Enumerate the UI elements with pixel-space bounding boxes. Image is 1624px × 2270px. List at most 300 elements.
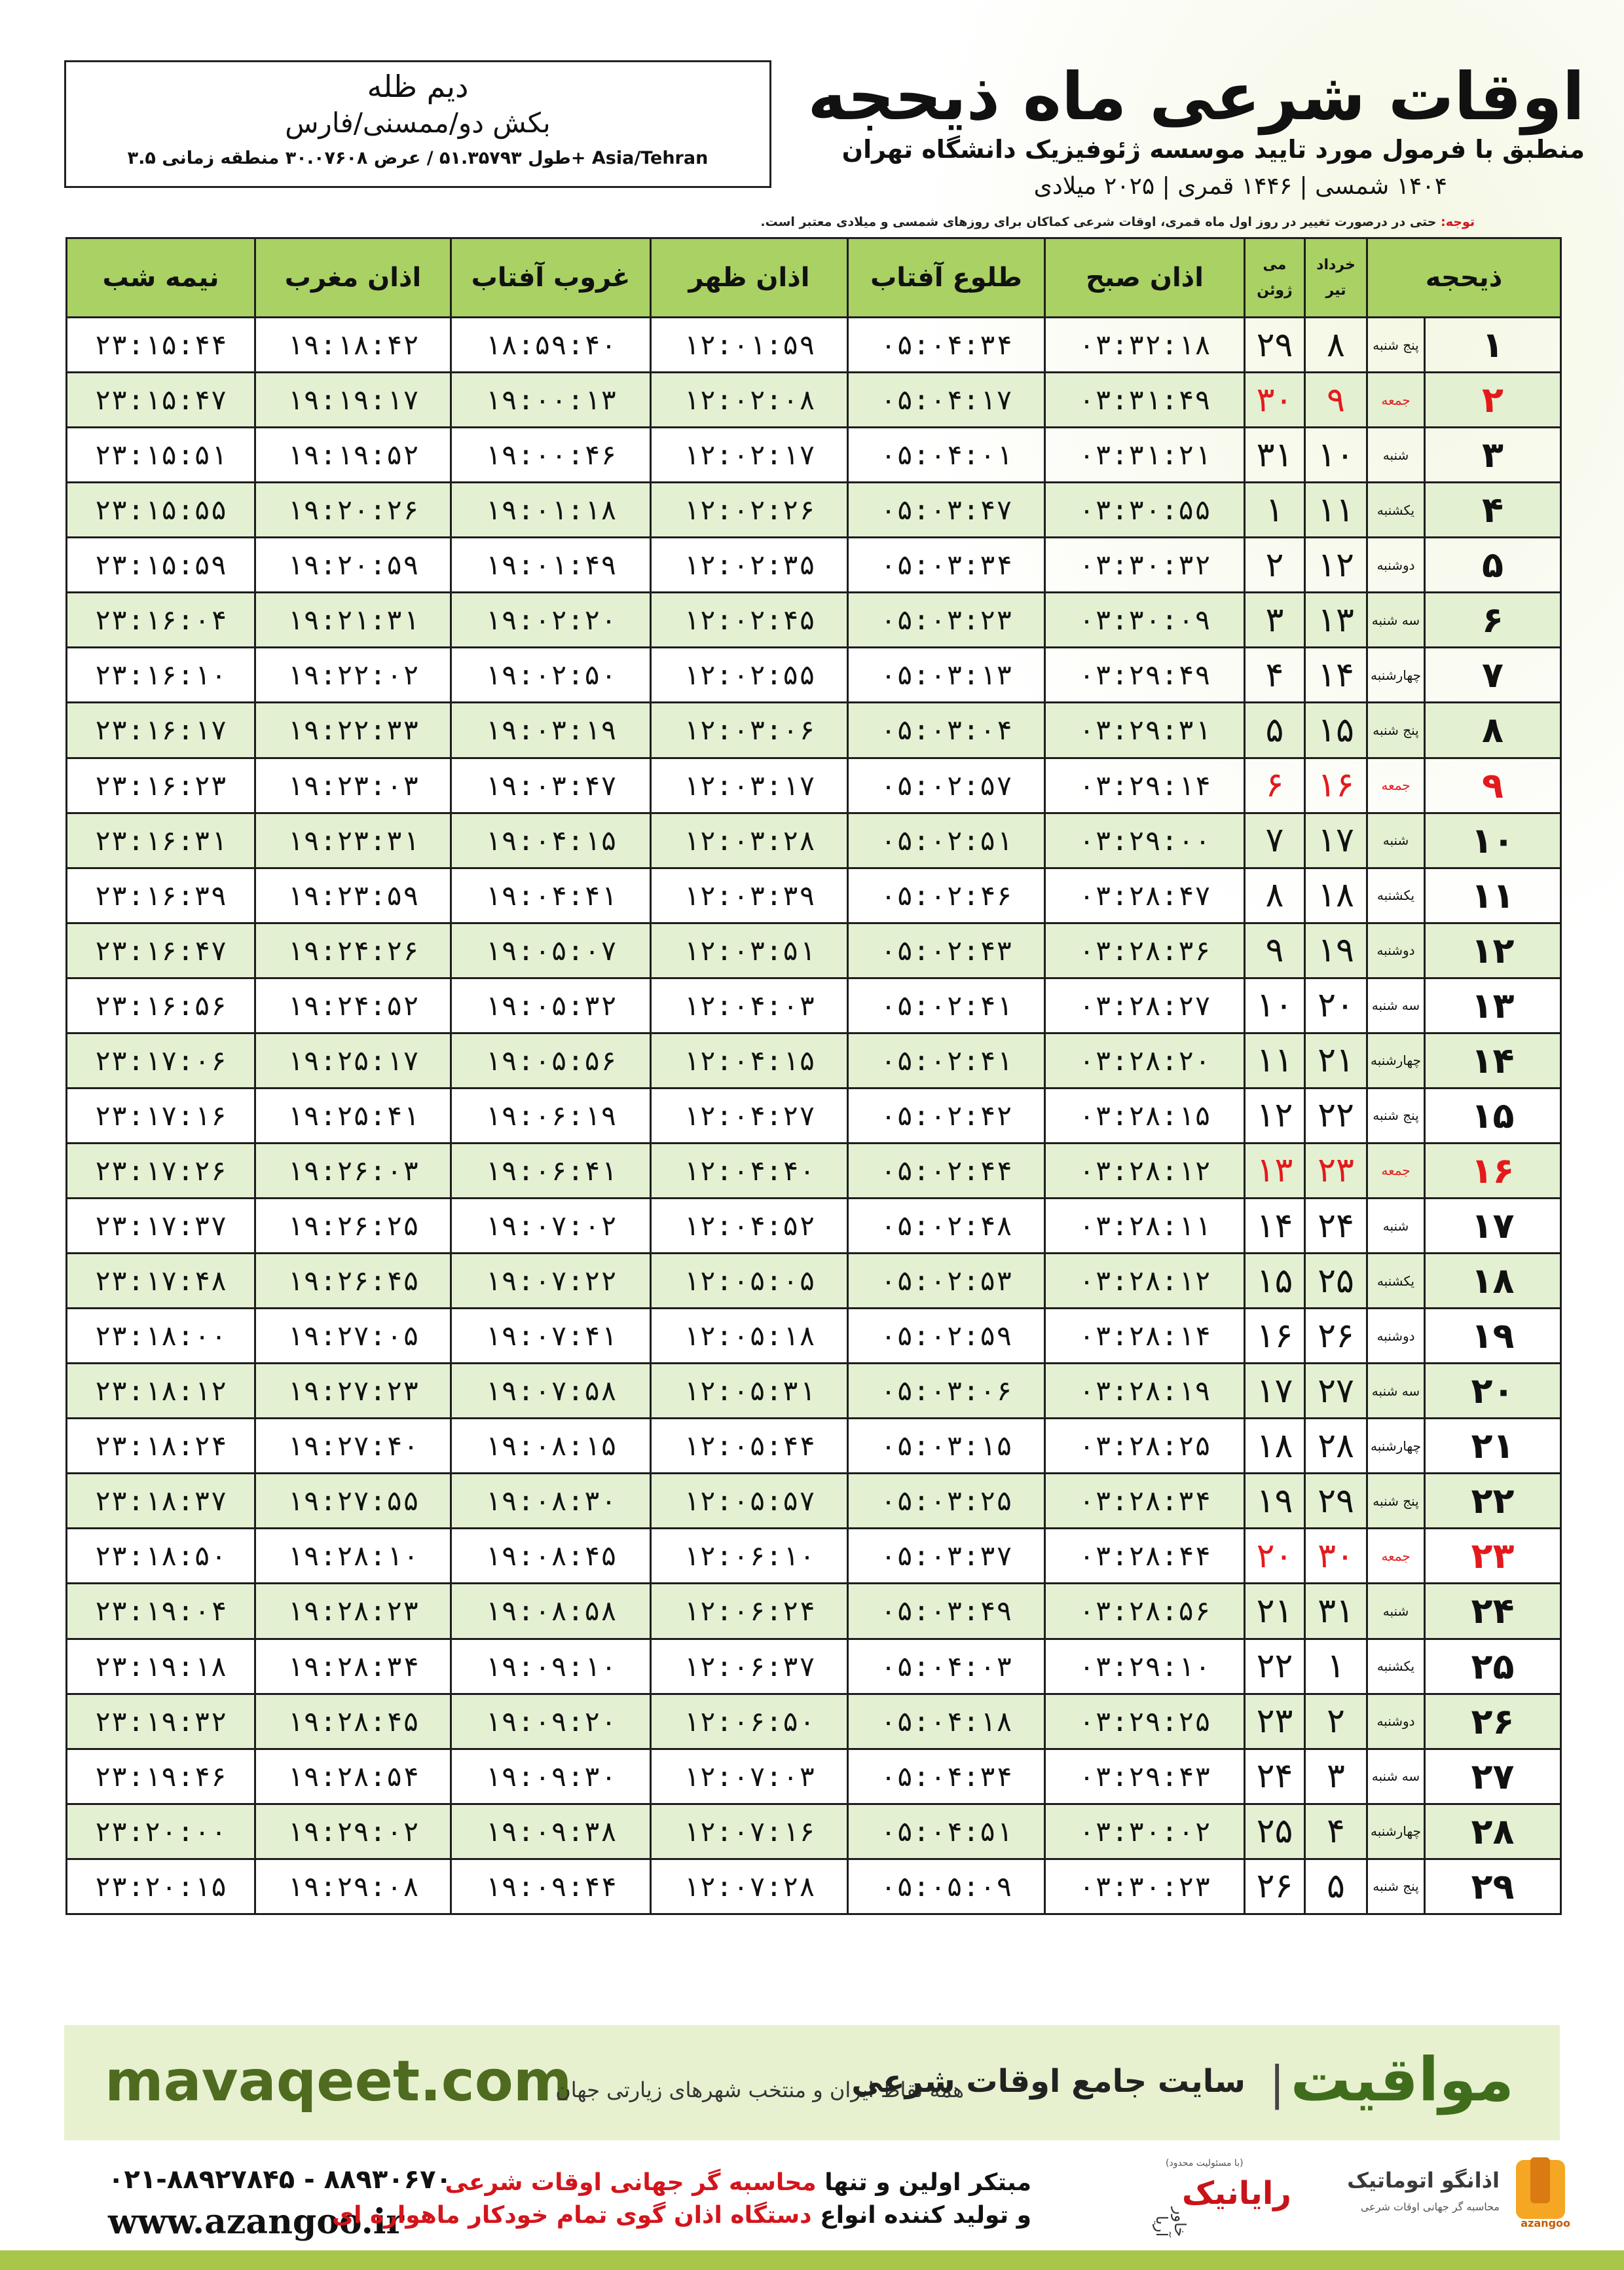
header: [786, 58, 1585, 200]
table-row: [67, 868, 1561, 923]
table-row: [67, 1143, 1561, 1198]
cell-weekday: یکشنبه: [1367, 868, 1425, 923]
cell-maghrib: ۱۹:۲۰:۲۶: [255, 483, 451, 538]
cell-sunrise: ۰۵:۰۳:۱۵: [848, 1419, 1045, 1474]
cell-weekday: سه شنبه: [1367, 593, 1425, 648]
cell-sunset: ۱۹:۰۳:۱۹: [451, 703, 651, 758]
cell-weekday: شنبه: [1367, 813, 1425, 868]
cell-day: ۹: [1425, 758, 1561, 813]
cell-fajr: ۰۳:۲۸:۲۷: [1045, 978, 1245, 1033]
cell-sunset: ۱۹:۰۱:۴۹: [451, 538, 651, 593]
cell-sunset: ۱۹:۰۹:۱۰: [451, 1639, 651, 1694]
cell-dhuhr: ۱۲:۰۵:۳۱: [651, 1364, 848, 1419]
cell-sunset: ۱۹:۰۰:۴۶: [451, 428, 651, 483]
company-info-line-1: [445, 2169, 1031, 2196]
cell-weekday: پنج شنبه: [1367, 1088, 1425, 1143]
cell-fajr: ۰۳:۲۸:۲۵: [1045, 1419, 1245, 1474]
cell-midnight: ۲۳:۱۸:۱۲: [67, 1364, 255, 1419]
cell-shamsi: ۲۵: [1305, 1254, 1367, 1309]
cell-weekday: یکشنبه: [1367, 1639, 1425, 1694]
cell-maghrib: ۱۹:۲۴:۵۲: [255, 978, 451, 1033]
table-row: [67, 758, 1561, 813]
cell-fajr: ۰۳:۲۹:۳۱: [1045, 703, 1245, 758]
note-label: توجه:: [1441, 215, 1475, 229]
minaret-icon: [1516, 2160, 1565, 2219]
cell-midnight: ۲۳:۱۸:۵۰: [67, 1529, 255, 1584]
cell-sunset: ۱۹:۰۳:۴۷: [451, 758, 651, 813]
cell-sunset: ۱۹:۰۵:۰۷: [451, 923, 651, 978]
cell-dhuhr: ۱۲:۰۶:۳۷: [651, 1639, 848, 1694]
company-info-line-2: [332, 2202, 1031, 2229]
cell-day: ۱۰: [1425, 813, 1561, 868]
cell-shamsi: ۵: [1305, 1859, 1367, 1914]
header-miladi: [1245, 238, 1305, 318]
cell-midnight: ۲۳:۱۷:۳۷: [67, 1199, 255, 1254]
cell-miladi: ۱۱: [1245, 1033, 1305, 1088]
table-row: [67, 978, 1561, 1033]
cell-midnight: ۲۳:۱۶:۲۳: [67, 758, 255, 813]
table-row: [67, 1088, 1561, 1143]
cell-sunset: ۱۹:۰۹:۳۰: [451, 1749, 651, 1804]
cell-weekday: پنج شنبه: [1367, 1859, 1425, 1914]
cell-maghrib: ۱۹:۲۶:۴۵: [255, 1254, 451, 1309]
cell-midnight: ۲۳:۲۰:۱۵: [67, 1859, 255, 1914]
cell-fajr: ۰۳:۳۰:۵۵: [1045, 483, 1245, 538]
table-row: [67, 373, 1561, 428]
cell-day: ۱۷: [1425, 1199, 1561, 1254]
cell-day: ۱۱: [1425, 868, 1561, 923]
cell-fajr: ۰۳:۳۰:۲۳: [1045, 1859, 1245, 1914]
cell-shamsi: ۸: [1305, 318, 1367, 373]
cell-midnight: ۲۳:۱۷:۰۶: [67, 1033, 255, 1088]
info1-text: مبتکر اولین و تنها: [816, 2169, 1031, 2196]
cell-sunrise: ۰۵:۰۴:۳۴: [848, 318, 1045, 373]
cell-miladi: ۳: [1245, 593, 1305, 648]
cell-midnight: ۲۳:۱۸:۰۰: [67, 1309, 255, 1364]
cell-sunset: ۱۹:۰۷:۲۲: [451, 1254, 651, 1309]
cell-sunrise: ۰۵:۰۲:۴۶: [848, 868, 1045, 923]
cell-shamsi: ۱۲: [1305, 538, 1367, 593]
table-row: [67, 1199, 1561, 1254]
cell-sunrise: ۰۵:۰۲:۵۹: [848, 1309, 1045, 1364]
cell-maghrib: ۱۹:۲۹:۰۲: [255, 1804, 451, 1859]
location-region: بکش دو/ممسنی/فارس: [285, 107, 551, 139]
cell-midnight: ۲۳:۱۹:۱۸: [67, 1639, 255, 1694]
cell-maghrib: ۱۹:۲۰:۵۹: [255, 538, 451, 593]
cell-sunset: ۱۹:۰۸:۴۵: [451, 1529, 651, 1584]
cell-maghrib: ۱۹:۲۸:۲۳: [255, 1584, 451, 1639]
rayanik-prefix: (با مسئولیت محدود): [1166, 2158, 1244, 2168]
cell-maghrib: ۱۹:۲۳:۳۱: [255, 813, 451, 868]
cell-shamsi: ۱۴: [1305, 648, 1367, 703]
cell-sunrise: ۰۵:۰۲:۴۸: [848, 1199, 1045, 1254]
header-midnight: نیمه شب: [67, 238, 255, 318]
cell-miladi: ۱۳: [1245, 1143, 1305, 1198]
cell-dhuhr: ۱۲:۰۴:۵۲: [651, 1199, 848, 1254]
cell-midnight: ۲۳:۱۵:۴۴: [67, 318, 255, 373]
cell-dhuhr: ۱۲:۰۳:۲۸: [651, 813, 848, 868]
table-row: [67, 1419, 1561, 1474]
cell-weekday: چهارشنبه: [1367, 1033, 1425, 1088]
cell-fajr: ۰۳:۲۸:۱۱: [1045, 1199, 1245, 1254]
cell-miladi: ۳۱: [1245, 428, 1305, 483]
header-miladi-bottom: ژوئن: [1257, 282, 1293, 299]
cell-day: ۲۵: [1425, 1639, 1561, 1694]
cell-sunrise: ۰۵:۰۳:۲۵: [848, 1474, 1045, 1529]
cell-day: ۲۰: [1425, 1364, 1561, 1419]
cell-maghrib: ۱۹:۲۱:۳۱: [255, 593, 451, 648]
cell-maghrib: ۱۹:۲۸:۴۵: [255, 1694, 451, 1749]
cell-miladi: ۲۹: [1245, 318, 1305, 373]
note: [47, 215, 1475, 229]
cell-sunrise: ۰۵:۰۲:۴۱: [848, 1033, 1045, 1088]
cell-fajr: ۰۳:۲۸:۴۷: [1045, 868, 1245, 923]
table-row: [67, 1639, 1561, 1694]
cell-maghrib: ۱۹:۲۵:۴۱: [255, 1088, 451, 1143]
cell-miladi: ۱۲: [1245, 1088, 1305, 1143]
header-shamsi-bottom: تیر: [1325, 282, 1346, 299]
cell-sunset: ۱۹:۰۲:۲۰: [451, 593, 651, 648]
cell-sunset: ۱۹:۰۶:۴۱: [451, 1143, 651, 1198]
table-row: [67, 1474, 1561, 1529]
prayer-times-table: [65, 237, 1562, 1915]
cell-weekday: سه شنبه: [1367, 1749, 1425, 1804]
cell-sunset: ۱۹:۰۸:۳۰: [451, 1474, 651, 1529]
table-header-row: [67, 238, 1561, 318]
table-row: [67, 1309, 1561, 1364]
cell-shamsi: ۲۴: [1305, 1199, 1367, 1254]
cell-shamsi: ۱: [1305, 1639, 1367, 1694]
cell-fajr: ۰۳:۳۰:۰۲: [1045, 1804, 1245, 1859]
cell-day: ۱: [1425, 318, 1561, 373]
cell-fajr: ۰۳:۲۸:۲۰: [1045, 1033, 1245, 1088]
cell-day: ۱۵: [1425, 1088, 1561, 1143]
cell-miladi: ۴: [1245, 648, 1305, 703]
azangoo-name: اذانگو اتوماتیک: [1347, 2168, 1500, 2193]
cell-day: ۲۱: [1425, 1419, 1561, 1474]
note-text: حتی در درصورت تغییر در روز اول ماه قمری، اوقات شرعی کماکان برای روزهای شمسی و میلادی معتبر است.: [760, 215, 1437, 229]
azangoo-sub: محاسبه گر جهانی اوقات شرعی: [1360, 2201, 1500, 2213]
header-maghrib: اذان مغرب: [255, 238, 451, 318]
table-row: [67, 813, 1561, 868]
azangoo-en: azangoo: [1521, 2217, 1570, 2229]
cell-sunset: ۱۹:۰۷:۰۲: [451, 1199, 651, 1254]
banner-separator: |: [1269, 2056, 1285, 2110]
cell-midnight: ۲۳:۱۶:۳۱: [67, 813, 255, 868]
cell-sunrise: ۰۵:۰۳:۲۳: [848, 593, 1045, 648]
table-row: [67, 648, 1561, 703]
cell-dhuhr: ۱۲:۰۴:۲۷: [651, 1088, 848, 1143]
cell-maghrib: ۱۹:۲۷:۵۵: [255, 1474, 451, 1529]
cell-sunset: ۱۹:۰۹:۳۸: [451, 1804, 651, 1859]
cell-dhuhr: ۱۲:۰۷:۲۸: [651, 1859, 848, 1914]
cell-miladi: ۱۶: [1245, 1309, 1305, 1364]
cell-sunset: ۱۸:۵۹:۴۰: [451, 318, 651, 373]
table-row: [67, 1529, 1561, 1584]
cell-shamsi: ۱۵: [1305, 703, 1367, 758]
cell-sunrise: ۰۵:۰۳:۰۶: [848, 1364, 1045, 1419]
azangoo-logo: [1336, 2155, 1572, 2233]
cell-dhuhr: ۱۲:۰۲:۰۸: [651, 373, 848, 428]
cell-maghrib: ۱۹:۲۷:۲۳: [255, 1364, 451, 1419]
cell-dhuhr: ۱۲:۰۲:۴۵: [651, 593, 848, 648]
cell-weekday: شنبه: [1367, 1199, 1425, 1254]
table-row: [67, 1033, 1561, 1088]
cell-weekday: سه شنبه: [1367, 1364, 1425, 1419]
cell-midnight: ۲۳:۱۶:۱۰: [67, 648, 255, 703]
cell-miladi: ۱۵: [1245, 1254, 1305, 1309]
cell-shamsi: ۱۰: [1305, 428, 1367, 483]
cell-dhuhr: ۱۲:۰۱:۵۹: [651, 318, 848, 373]
header-sunset: غروب آفتاب: [451, 238, 651, 318]
cell-miladi: ۲۶: [1245, 1859, 1305, 1914]
cell-dhuhr: ۱۲:۰۳:۵۱: [651, 923, 848, 978]
cell-maghrib: ۱۹:۲۹:۰۸: [255, 1859, 451, 1914]
table-row: [67, 1694, 1561, 1749]
cell-miladi: ۳۰: [1245, 373, 1305, 428]
cell-fajr: ۰۳:۲۹:۴۹: [1045, 648, 1245, 703]
cell-weekday: جمعه: [1367, 373, 1425, 428]
cell-dhuhr: ۱۲:۰۵:۵۷: [651, 1474, 848, 1529]
cell-midnight: ۲۳:۱۷:۲۶: [67, 1143, 255, 1198]
cell-day: ۲۸: [1425, 1804, 1561, 1859]
cell-sunset: ۱۹:۰۴:۴۱: [451, 868, 651, 923]
cell-day: ۲۶: [1425, 1694, 1561, 1749]
cell-shamsi: ۹: [1305, 373, 1367, 428]
cell-weekday: شنبه: [1367, 1584, 1425, 1639]
cell-sunrise: ۰۵:۰۵:۰۹: [848, 1859, 1045, 1914]
table-row: [67, 538, 1561, 593]
cell-weekday: پنج شنبه: [1367, 318, 1425, 373]
cell-day: ۳: [1425, 428, 1561, 483]
cell-sunrise: ۰۵:۰۲:۴۴: [848, 1143, 1045, 1198]
cell-maghrib: ۱۹:۲۶:۰۳: [255, 1143, 451, 1198]
cell-fajr: ۰۳:۲۹:۱۰: [1045, 1639, 1245, 1694]
cell-miladi: ۱۸: [1245, 1419, 1305, 1474]
header-day: ذیحجه: [1367, 238, 1561, 318]
cell-miladi: ۲۵: [1245, 1804, 1305, 1859]
cell-shamsi: ۲: [1305, 1694, 1367, 1749]
cell-dhuhr: ۱۲:۰۶:۱۰: [651, 1529, 848, 1584]
cell-day: ۵: [1425, 538, 1561, 593]
cell-miladi: ۱۴: [1245, 1199, 1305, 1254]
cell-dhuhr: ۱۲:۰۴:۴۰: [651, 1143, 848, 1198]
cell-dhuhr: ۱۲:۰۲:۳۵: [651, 538, 848, 593]
cell-day: ۱۲: [1425, 923, 1561, 978]
cell-day: ۲۴: [1425, 1584, 1561, 1639]
cell-weekday: چهارشنبه: [1367, 1804, 1425, 1859]
cell-miladi: ۶: [1245, 758, 1305, 813]
rayanik-sub: خاور آریا: [1153, 2206, 1189, 2237]
cell-fajr: ۰۳:۳۱:۲۱: [1045, 428, 1245, 483]
info1-highlight: محاسبه گر جهانی اوقات شرعی: [445, 2169, 817, 2196]
cell-sunrise: ۰۵:۰۳:۱۳: [848, 648, 1045, 703]
cell-maghrib: ۱۹:۲۷:۰۵: [255, 1309, 451, 1364]
cell-maghrib: ۱۹:۲۳:۵۹: [255, 868, 451, 923]
cell-weekday: دوشنبه: [1367, 538, 1425, 593]
cell-midnight: ۲۳:۲۰:۰۰: [67, 1804, 255, 1859]
cell-midnight: ۲۳:۱۵:۵۵: [67, 483, 255, 538]
cell-fajr: ۰۳:۲۸:۱۴: [1045, 1309, 1245, 1364]
cell-miladi: ۲۰: [1245, 1529, 1305, 1584]
cell-midnight: ۲۳:۱۵:۴۷: [67, 373, 255, 428]
cell-weekday: دوشنبه: [1367, 1309, 1425, 1364]
cell-miladi: ۲۴: [1245, 1749, 1305, 1804]
cell-midnight: ۲۳:۱۶:۱۷: [67, 703, 255, 758]
header-miladi-top: می: [1263, 257, 1287, 273]
cell-day: ۱۴: [1425, 1033, 1561, 1088]
cell-maghrib: ۱۹:۱۹:۵۲: [255, 428, 451, 483]
cell-miladi: ۷: [1245, 813, 1305, 868]
cell-maghrib: ۱۹:۱۹:۱۷: [255, 373, 451, 428]
cell-weekday: سه شنبه: [1367, 978, 1425, 1033]
cell-shamsi: ۲۸: [1305, 1419, 1367, 1474]
table-row: [67, 1254, 1561, 1309]
cell-fajr: ۰۳:۳۱:۴۹: [1045, 373, 1245, 428]
location-name: دیم ظله: [367, 69, 469, 104]
page-title: اوقات شرعی ماه ذیحجه: [807, 58, 1585, 135]
cell-fajr: ۰۳:۲۸:۱۹: [1045, 1364, 1245, 1419]
cell-midnight: ۲۳:۱۷:۱۶: [67, 1088, 255, 1143]
cell-day: ۷: [1425, 648, 1561, 703]
cell-midnight: ۲۳:۱۶:۳۹: [67, 868, 255, 923]
cell-miladi: ۱: [1245, 483, 1305, 538]
table-body: [67, 318, 1561, 1914]
cell-sunrise: ۰۵:۰۲:۴۳: [848, 923, 1045, 978]
cell-sunset: ۱۹:۰۵:۳۲: [451, 978, 651, 1033]
cell-midnight: ۲۳:۱۶:۴۷: [67, 923, 255, 978]
table-row: [67, 1584, 1561, 1639]
cell-miladi: ۲۲: [1245, 1639, 1305, 1694]
site-url[interactable]: mavaqeet.com: [105, 2049, 572, 2114]
header-shamsi-top: خرداد: [1316, 257, 1356, 273]
cell-day: ۲۹: [1425, 1859, 1561, 1914]
cell-weekday: دوشنبه: [1367, 1694, 1425, 1749]
cell-midnight: ۲۳:۱۵:۵۹: [67, 538, 255, 593]
cell-dhuhr: ۱۲:۰۷:۱۶: [651, 1804, 848, 1859]
cell-day: ۲: [1425, 373, 1561, 428]
cell-shamsi: ۲۹: [1305, 1474, 1367, 1529]
cell-dhuhr: ۱۲:۰۵:۴۴: [651, 1419, 848, 1474]
cell-midnight: ۲۳:۱۵:۵۱: [67, 428, 255, 483]
cell-day: ۱۳: [1425, 978, 1561, 1033]
table-row: [67, 318, 1561, 373]
cell-fajr: ۰۳:۲۹:۰۰: [1045, 813, 1245, 868]
company-website[interactable]: www.azangoo.ir: [108, 2202, 404, 2242]
cell-fajr: ۰۳:۲۹:۴۳: [1045, 1749, 1245, 1804]
table-row: [67, 1364, 1561, 1419]
cell-sunrise: ۰۵:۰۴:۰۱: [848, 428, 1045, 483]
cell-maghrib: ۱۹:۱۸:۴۲: [255, 318, 451, 373]
cell-dhuhr: ۱۲:۰۴:۰۳: [651, 978, 848, 1033]
cell-midnight: ۲۳:۱۶:۰۴: [67, 593, 255, 648]
cell-midnight: ۲۳:۱۸:۲۴: [67, 1419, 255, 1474]
cell-fajr: ۰۳:۳۰:۰۹: [1045, 593, 1245, 648]
table-row: [67, 428, 1561, 483]
cell-fajr: ۰۳:۳۰:۳۲: [1045, 538, 1245, 593]
cell-maghrib: ۱۹:۲۳:۰۳: [255, 758, 451, 813]
cell-sunset: ۱۹:۰۴:۱۵: [451, 813, 651, 868]
date-line: ۱۴۰۴ شمسی | ۱۴۴۶ قمری | ۲۰۲۵ میلادی: [1033, 173, 1447, 200]
cell-fajr: ۰۳:۲۸:۱۲: [1045, 1143, 1245, 1198]
cell-sunrise: ۰۵:۰۴:۰۳: [848, 1639, 1045, 1694]
table-row: [67, 923, 1561, 978]
cell-dhuhr: ۱۲:۰۳:۳۹: [651, 868, 848, 923]
cell-sunset: ۱۹:۰۷:۴۱: [451, 1309, 651, 1364]
cell-miladi: ۲: [1245, 538, 1305, 593]
cell-miladi: ۵: [1245, 703, 1305, 758]
cell-day: ۲۲: [1425, 1474, 1561, 1529]
cell-shamsi: ۲۲: [1305, 1088, 1367, 1143]
cell-dhuhr: ۱۲:۰۳:۰۶: [651, 703, 848, 758]
cell-day: ۲۳: [1425, 1529, 1561, 1584]
rayanik-logo: [1153, 2158, 1291, 2237]
footer-banner: [64, 2025, 1560, 2140]
cell-maghrib: ۱۹:۲۲:۳۳: [255, 703, 451, 758]
cell-maghrib: ۱۹:۲۷:۴۰: [255, 1419, 451, 1474]
cell-sunrise: ۰۵:۰۲:۴۱: [848, 978, 1045, 1033]
cell-day: ۸: [1425, 703, 1561, 758]
cell-sunset: ۱۹:۰۱:۱۸: [451, 483, 651, 538]
cell-sunrise: ۰۵:۰۳:۰۴: [848, 703, 1045, 758]
cell-day: ۲۷: [1425, 1749, 1561, 1804]
cell-sunrise: ۰۵:۰۴:۱۸: [848, 1694, 1045, 1749]
cell-dhuhr: ۱۲:۰۷:۰۳: [651, 1749, 848, 1804]
banner-slogan: سایت جامع اوقات شرعی: [851, 2063, 1246, 2100]
cell-shamsi: ۲۷: [1305, 1364, 1367, 1419]
info2-text: و تولید کننده انواع: [811, 2202, 1031, 2229]
cell-dhuhr: ۱۲:۰۵:۱۸: [651, 1309, 848, 1364]
cell-shamsi: ۱۷: [1305, 813, 1367, 868]
cell-dhuhr: ۱۲:۰۲:۲۶: [651, 483, 848, 538]
cell-fajr: ۰۳:۲۸:۳۶: [1045, 923, 1245, 978]
cell-maghrib: ۱۹:۲۴:۲۶: [255, 923, 451, 978]
cell-day: ۱۹: [1425, 1309, 1561, 1364]
table-row: [67, 1859, 1561, 1914]
info2-highlight: دستگاه اذان گوی تمام خودکار ماهواره ای: [332, 2202, 812, 2229]
cell-miladi: ۸: [1245, 868, 1305, 923]
cell-shamsi: ۱۱: [1305, 483, 1367, 538]
cell-maghrib: ۱۹:۲۸:۵۴: [255, 1749, 451, 1804]
header-sunrise: طلوع آفتاب: [848, 238, 1045, 318]
cell-fajr: ۰۳:۲۸:۴۴: [1045, 1529, 1245, 1584]
cell-day: ۱۶: [1425, 1143, 1561, 1198]
cell-sunset: ۱۹:۰۲:۵۰: [451, 648, 651, 703]
cell-midnight: ۲۳:۱۶:۵۶: [67, 978, 255, 1033]
cell-sunset: ۱۹:۰۸:۱۵: [451, 1419, 651, 1474]
cell-maghrib: ۱۹:۲۵:۱۷: [255, 1033, 451, 1088]
cell-fajr: ۰۳:۲۸:۳۴: [1045, 1474, 1245, 1529]
cell-weekday: جمعه: [1367, 1529, 1425, 1584]
cell-shamsi: ۳: [1305, 1749, 1367, 1804]
cell-sunrise: ۰۵:۰۳:۳۷: [848, 1529, 1045, 1584]
cell-shamsi: ۲۶: [1305, 1309, 1367, 1364]
cell-dhuhr: ۱۲:۰۲:۱۷: [651, 428, 848, 483]
bottom-bar: [0, 2250, 1624, 2270]
banner-tagline: همه نقاط ایران و منتخب شهرهای زیارتی جهان: [555, 2077, 964, 2102]
cell-sunset: ۱۹:۰۶:۱۹: [451, 1088, 651, 1143]
cell-weekday: جمعه: [1367, 758, 1425, 813]
cell-fajr: ۰۳:۲۹:۱۴: [1045, 758, 1245, 813]
table-row: [67, 1749, 1561, 1804]
cell-shamsi: ۱۶: [1305, 758, 1367, 813]
table-row: [67, 483, 1561, 538]
table-row: [67, 593, 1561, 648]
cell-fajr: ۰۳:۲۹:۲۵: [1045, 1694, 1245, 1749]
cell-dhuhr: ۱۲:۰۶:۵۰: [651, 1694, 848, 1749]
cell-sunrise: ۰۵:۰۴:۵۱: [848, 1804, 1045, 1859]
cell-sunset: ۱۹:۰۹:۴۴: [451, 1859, 651, 1914]
